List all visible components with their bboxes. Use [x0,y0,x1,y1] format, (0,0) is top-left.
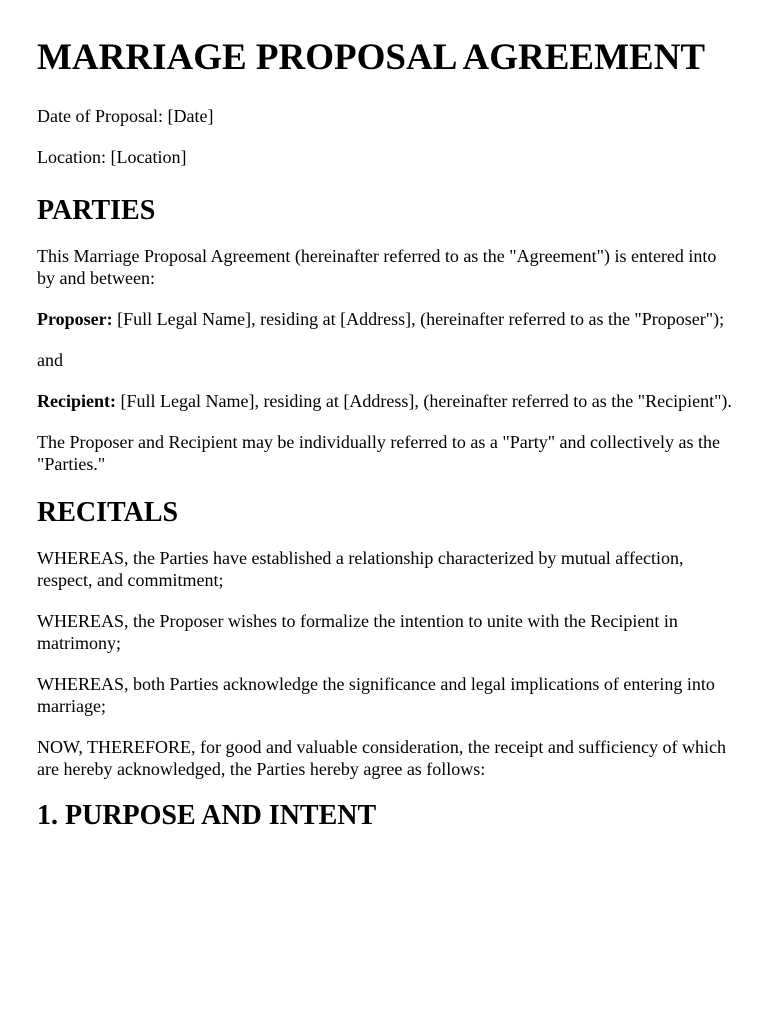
purpose-heading: 1. PURPOSE AND INTENT [37,800,377,831]
recital-item: WHEREAS, the Proposer wishes to formalize the intention to unite with the Recipient in matrimony; [37,611,678,653]
parties-heading: PARTIES [37,195,156,226]
proposal-meta [37,105,733,168]
recitals-section [37,497,733,780]
recitals-heading: RECITALS [37,497,179,528]
recital-item: NOW, THEREFORE, for good and valuable consideration, the receipt and sufficiency of which are hereby acknowledged, the Parties hereby agree as follows: [37,737,726,779]
recipient-text: [Full Legal Name], residing at [Address], (hereinafter referred to as the "Recipient"). [115,391,732,411]
recipient-label: Recipient: [37,391,116,411]
proposer-label: Proposer: [37,309,113,329]
recital-item: WHEREAS, the Parties have established a relationship characterized by mutual affection, respect, and commitment; [37,548,684,590]
document-title: MARRIAGE PROPOSAL AGREEMENT [37,37,706,78]
proposer-text: [Full Legal Name], residing at [Address], (hereinafter referred to as the "Proposer"); [112,309,725,329]
recital-item: WHEREAS, both Parties acknowledge the significance and legal implications of entering into marriage; [37,674,715,716]
parties-section [37,195,733,475]
recipient-paragraph [37,390,733,412]
proposer-paragraph [37,308,733,330]
location: Location: [Location] [37,147,187,167]
and-text: and [37,350,63,370]
purpose-section [37,800,733,832]
date-of-proposal: Date of Proposal: [Date] [37,106,214,126]
parties-collective: The Proposer and Recipient may be individually referred to as a "Party" and collectively as the "Parties." [37,432,720,474]
parties-intro: This Marriage Proposal Agreement (hereinafter referred to as the "Agreement") is entered into by and between: [37,246,717,288]
